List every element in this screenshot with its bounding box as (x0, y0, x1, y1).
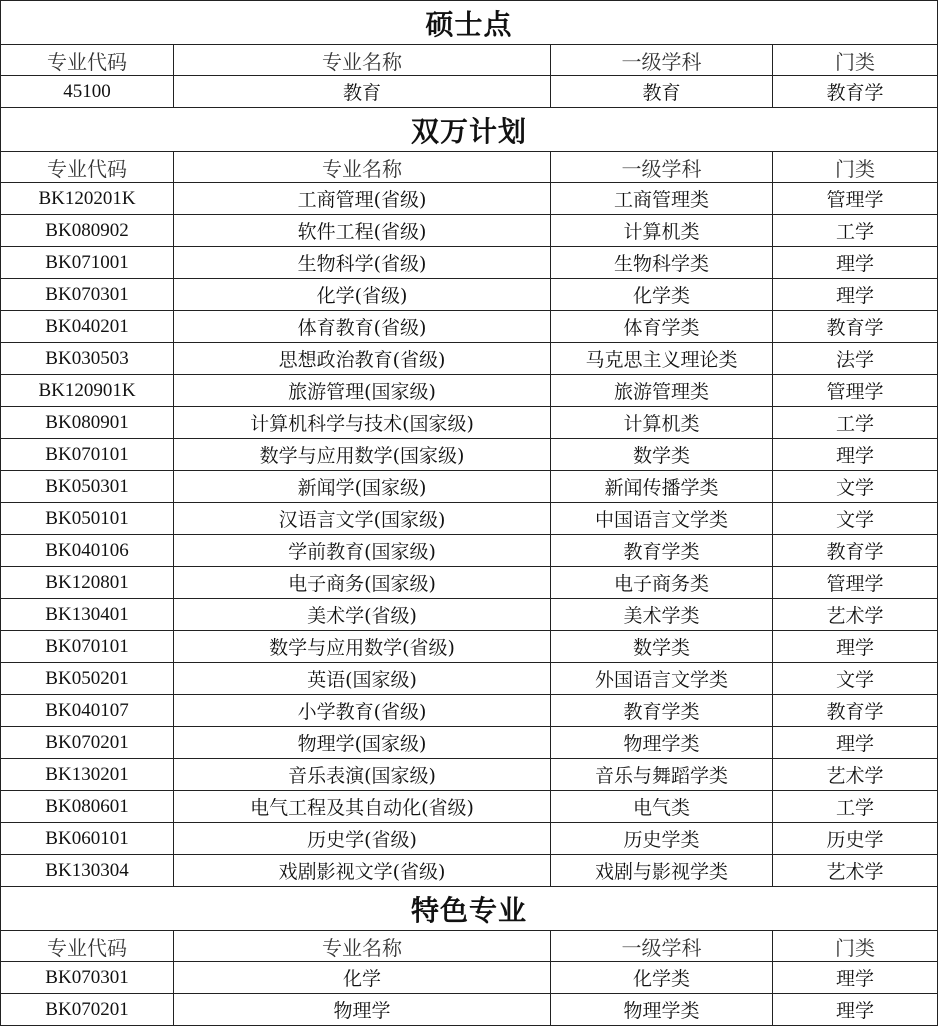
programs-table-body (1, 1, 938, 1026)
table-row (1, 727, 938, 759)
cell-code: BK070201 (1, 994, 174, 1026)
cell-discipline: 教育 (551, 76, 773, 108)
cell-category: 文学 (773, 663, 938, 695)
cell-name: 工商管理(省级) (174, 183, 551, 215)
cell-name: 生物科学(省级) (174, 247, 551, 279)
header-code: 专业代码 (1, 152, 174, 183)
cell-code: BK040201 (1, 311, 174, 343)
cell-discipline: 教育学类 (551, 695, 773, 727)
cell-category: 教育学 (773, 311, 938, 343)
table-row (1, 759, 938, 791)
cell-discipline: 数学类 (551, 439, 773, 471)
cell-discipline: 工商管理类 (551, 183, 773, 215)
table-row (1, 183, 938, 215)
cell-category: 法学 (773, 343, 938, 375)
cell-discipline: 物理学类 (551, 994, 773, 1026)
cell-name: 数学与应用数学(省级) (174, 631, 551, 663)
header-category: 门类 (773, 931, 938, 962)
header-category: 门类 (773, 152, 938, 183)
cell-category: 理学 (773, 962, 938, 994)
cell-code: BK130304 (1, 855, 174, 887)
cell-category: 理学 (773, 994, 938, 1026)
cell-discipline: 戏剧与影视学类 (551, 855, 773, 887)
table-row (1, 375, 938, 407)
cell-code: BK130201 (1, 759, 174, 791)
cell-category: 艺术学 (773, 599, 938, 631)
cell-category: 管理学 (773, 567, 938, 599)
cell-name: 电子商务(国家级) (174, 567, 551, 599)
table-row (1, 823, 938, 855)
cell-discipline: 数学类 (551, 631, 773, 663)
cell-category: 历史学 (773, 823, 938, 855)
cell-category: 管理学 (773, 183, 938, 215)
cell-discipline: 旅游管理类 (551, 375, 773, 407)
table-row (1, 279, 938, 311)
cell-discipline: 美术学类 (551, 599, 773, 631)
cell-discipline: 生物科学类 (551, 247, 773, 279)
table-row (1, 471, 938, 503)
cell-category: 理学 (773, 247, 938, 279)
cell-category: 艺术学 (773, 759, 938, 791)
table-row (1, 311, 938, 343)
cell-code: BK080902 (1, 215, 174, 247)
section-title: 双万计划 (1, 108, 938, 152)
cell-category: 文学 (773, 503, 938, 535)
cell-discipline: 教育学类 (551, 535, 773, 567)
column-header-row (1, 152, 938, 183)
table-row (1, 76, 938, 108)
cell-code: BK070201 (1, 727, 174, 759)
cell-name: 物理学(国家级) (174, 727, 551, 759)
table-row (1, 247, 938, 279)
cell-discipline: 计算机类 (551, 407, 773, 439)
column-header-row (1, 931, 938, 962)
section-title-row (1, 1, 938, 45)
table-row (1, 855, 938, 887)
cell-category: 艺术学 (773, 855, 938, 887)
cell-name: 思想政治教育(省级) (174, 343, 551, 375)
cell-name: 美术学(省级) (174, 599, 551, 631)
table-row (1, 567, 938, 599)
header-name: 专业名称 (174, 45, 551, 76)
table-row (1, 962, 938, 994)
header-discipline: 一级学科 (551, 152, 773, 183)
cell-code: BK050101 (1, 503, 174, 535)
cell-discipline: 音乐与舞蹈学类 (551, 759, 773, 791)
cell-code: BK120201K (1, 183, 174, 215)
header-discipline: 一级学科 (551, 45, 773, 76)
cell-discipline: 化学类 (551, 962, 773, 994)
cell-code: BK040107 (1, 695, 174, 727)
cell-code: BK120801 (1, 567, 174, 599)
cell-name: 戏剧影视文学(省级) (174, 855, 551, 887)
table-row (1, 599, 938, 631)
header-code: 专业代码 (1, 45, 174, 76)
cell-code: BK060101 (1, 823, 174, 855)
cell-category: 文学 (773, 471, 938, 503)
cell-name: 电气工程及其自动化(省级) (174, 791, 551, 823)
cell-discipline: 计算机类 (551, 215, 773, 247)
cell-category: 理学 (773, 279, 938, 311)
cell-category: 教育学 (773, 695, 938, 727)
cell-category: 理学 (773, 631, 938, 663)
header-category: 门类 (773, 45, 938, 76)
cell-name: 汉语言文学(国家级) (174, 503, 551, 535)
cell-code: BK030503 (1, 343, 174, 375)
cell-category: 管理学 (773, 375, 938, 407)
cell-name: 音乐表演(国家级) (174, 759, 551, 791)
cell-name: 新闻学(国家级) (174, 471, 551, 503)
section-title-row (1, 108, 938, 152)
header-code: 专业代码 (1, 931, 174, 962)
header-discipline: 一级学科 (551, 931, 773, 962)
cell-name: 历史学(省级) (174, 823, 551, 855)
cell-code: BK070301 (1, 962, 174, 994)
cell-category: 理学 (773, 727, 938, 759)
cell-discipline: 电子商务类 (551, 567, 773, 599)
cell-category: 理学 (773, 439, 938, 471)
cell-name: 物理学 (174, 994, 551, 1026)
table-row (1, 343, 938, 375)
cell-category: 工学 (773, 407, 938, 439)
cell-name: 计算机科学与技术(国家级) (174, 407, 551, 439)
section-title: 特色专业 (1, 887, 938, 931)
cell-name: 教育 (174, 76, 551, 108)
cell-code: BK070301 (1, 279, 174, 311)
cell-code: BK120901K (1, 375, 174, 407)
table-row (1, 663, 938, 695)
header-name: 专业名称 (174, 152, 551, 183)
cell-discipline: 新闻传播学类 (551, 471, 773, 503)
cell-discipline: 外国语言文学类 (551, 663, 773, 695)
cell-name: 英语(国家级) (174, 663, 551, 695)
table-row (1, 215, 938, 247)
cell-category: 工学 (773, 215, 938, 247)
cell-discipline: 化学类 (551, 279, 773, 311)
cell-code: BK130401 (1, 599, 174, 631)
cell-name: 化学(省级) (174, 279, 551, 311)
cell-category: 教育学 (773, 535, 938, 567)
table-row (1, 695, 938, 727)
table-row (1, 503, 938, 535)
table-row (1, 994, 938, 1026)
table-row (1, 439, 938, 471)
cell-code: BK040106 (1, 535, 174, 567)
section-title-row (1, 887, 938, 931)
cell-discipline: 电气类 (551, 791, 773, 823)
cell-name: 学前教育(国家级) (174, 535, 551, 567)
cell-name: 旅游管理(国家级) (174, 375, 551, 407)
cell-category: 教育学 (773, 76, 938, 108)
cell-discipline: 体育学类 (551, 311, 773, 343)
cell-discipline: 马克思主义理论类 (551, 343, 773, 375)
cell-code: 45100 (1, 76, 174, 108)
cell-name: 软件工程(省级) (174, 215, 551, 247)
cell-discipline: 中国语言文学类 (551, 503, 773, 535)
cell-discipline: 历史学类 (551, 823, 773, 855)
table-row (1, 791, 938, 823)
cell-category: 工学 (773, 791, 938, 823)
cell-code: BK071001 (1, 247, 174, 279)
cell-code: BK050201 (1, 663, 174, 695)
cell-code: BK050301 (1, 471, 174, 503)
cell-code: BK070101 (1, 439, 174, 471)
header-name: 专业名称 (174, 931, 551, 962)
table-row (1, 535, 938, 567)
column-header-row (1, 45, 938, 76)
section-title: 硕士点 (1, 1, 938, 45)
cell-code: BK080601 (1, 791, 174, 823)
cell-name: 小学教育(省级) (174, 695, 551, 727)
cell-discipline: 物理学类 (551, 727, 773, 759)
table-row (1, 407, 938, 439)
cell-code: BK080901 (1, 407, 174, 439)
cell-name: 数学与应用数学(国家级) (174, 439, 551, 471)
cell-code: BK070101 (1, 631, 174, 663)
cell-name: 体育教育(省级) (174, 311, 551, 343)
table-row (1, 631, 938, 663)
cell-name: 化学 (174, 962, 551, 994)
